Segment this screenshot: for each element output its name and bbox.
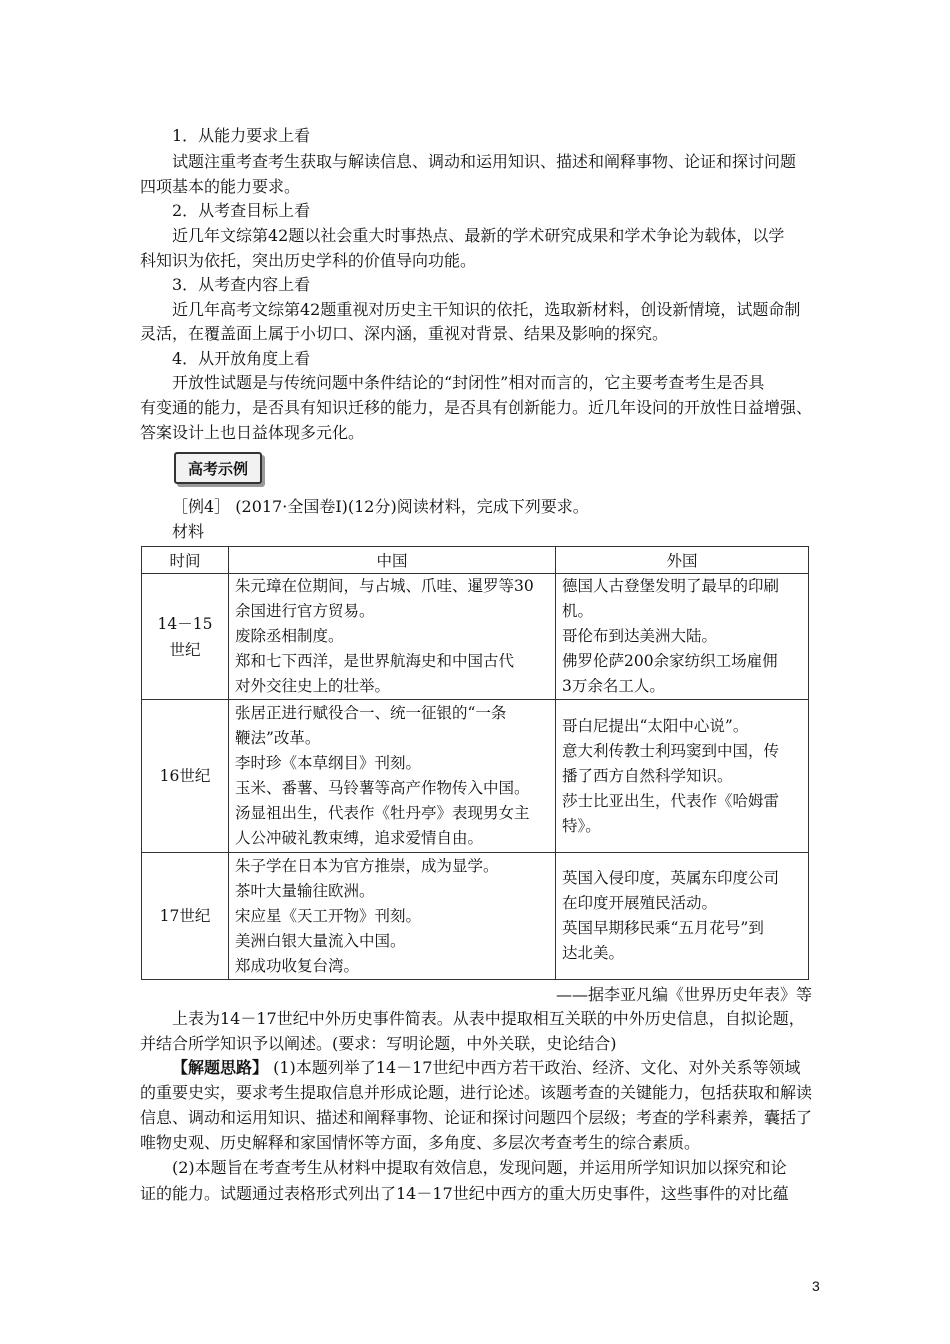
analysis-line4: 唯物史观、历史解释和家国情怀等方面，多角度、多层次考查考生的综合素质。	[140, 1133, 701, 1152]
analysis-label: 【解题思路】	[172, 1058, 269, 1077]
foreign-events-cell: 英国入侵印度，英属东印度公司 在印度开展殖民活动。 英国早期移民乘“五月花号”到 达北美。	[556, 853, 809, 980]
table-source: ——据李亚凡编《世界历史年表》等	[555, 985, 812, 1004]
china-events-cell: 朱子学在日本为官方推崇，成为显学。 茶叶大量输往欧洲。 宋应星《天工开物》刊刻。 美洲白银大量流入中国。 郑成功收复台湾。	[229, 853, 556, 980]
foreign-events-cell: 哥白尼提出“太阳中心说”。 意大利传教士利玛窦到中国，传 播了西方自然科学知识。 莎士比亚出生，代表作《哈姆雷 特》。	[556, 700, 809, 853]
table-row	[142, 700, 809, 853]
paragraph-ability-line2: 四项基本的能力要求。	[140, 177, 301, 196]
material-label: 材料	[172, 522, 205, 541]
paragraph-content-line1: 近几年高考文综第42题重视对历史主干知识的依托，选取新材料，创设新情境，试题命制	[172, 300, 801, 319]
china-events-cell: 朱元璋在位期间，与占城、爪哇、暹罗等30 余国进行官方贸易。 废除丞相制度。 郑和七下西洋，是世界航海史和中国古代 对外交往史上的壮举。	[229, 574, 556, 700]
paragraph-target-line2: 科知识为依托，突出历史学科的价值导向功能。	[140, 251, 477, 270]
analysis-first-text: (1)本题列举了14－17世纪中西方若干政治、经济、文化、对外关系等领域	[268, 1058, 801, 1077]
period-cell: 17世纪	[142, 853, 229, 980]
paragraph-content-line2: 灵活，在覆盖面上属于小切口、深内涵，重视对背景、结果及影响的探究。	[140, 324, 669, 343]
period-cell: 16世纪	[142, 700, 229, 853]
question-line1: 上表为14－17世纪中外历史事件简表。从表中提取相互关联的中外历史信息，自拟论题，	[172, 1009, 805, 1028]
heading-openness: 4．从开放角度上看	[172, 349, 311, 368]
table-header-row	[142, 547, 809, 574]
table-row	[142, 853, 809, 980]
analysis-line5: (2)本题旨在考查考生从材料中提取有效信息，发现问题，并运用所学知识加以探究和论	[172, 1158, 787, 1177]
question-line2: 并结合所学知识予以阐述。(要求：写明论题，中外关联，史论结合)	[140, 1034, 617, 1053]
analysis-line1	[172, 1055, 862, 1081]
foreign-events-cell: 德国人古登堡发明了最早的印刷 机。 哥伦布到达美洲大陆。 佛罗伦萨200余家纺织工场雇佣 3万余名工人。	[556, 574, 809, 700]
paragraph-target-line1: 近几年文综第42题以社会重大时事热点、最新的学术研究成果和学术争论为载体，以学	[172, 226, 785, 245]
heading-target: 2．从考查目标上看	[172, 201, 311, 220]
example-title: ［例4］ (2017·全国卷Ⅰ)(12分)阅读材料，完成下列要求。	[172, 497, 589, 516]
history-events-table	[141, 546, 809, 980]
paragraph-openness-line3: 答案设计上也日益体现多元化。	[140, 423, 365, 442]
page-number: 3	[812, 1278, 820, 1294]
paragraph-ability-line1: 试题注重考查考生获取与解读信息、调动和运用知识、描述和阐释事物、论证和探讨问题	[172, 152, 797, 171]
heading-ability: 1．从能力要求上看	[172, 126, 311, 145]
header-china: 中国	[229, 547, 556, 574]
table-row	[142, 574, 809, 700]
period-cell: 14－15 世纪	[142, 574, 229, 700]
paragraph-openness-line1: 开放性试题是与传统问题中条件结论的“封闭性”相对而言的，它主要考查考生是否具	[172, 373, 765, 392]
header-foreign: 外国	[556, 547, 809, 574]
header-time: 时间	[142, 547, 229, 574]
analysis-line3: 信息、调动和运用知识、描述和阐释事物、论证和探讨问题四个层级；考查的学科素养，囊括了	[140, 1108, 813, 1127]
paragraph-openness-line2: 有变通的能力，是否具有知识迁移的能力，是否具有创新能力。近几年设问的开放性日益增强、	[140, 398, 813, 417]
exam-example-badge: 高考示例	[174, 452, 262, 484]
china-events-cell: 张居正进行赋役合一、统一征银的“一条 鞭法”改革。 李时珍《本草纲目》刊刻。 玉米、番薯、马铃薯等高产作物传入中国。 汤显祖出生，代表作《牡丹亭》表现男女主 人公冲破礼教束缚，追求爱情自由。	[229, 700, 556, 853]
heading-content: 3．从考查内容上看	[172, 275, 311, 294]
analysis-line6: 证的能力。试题通过表格形式列出了14－17世纪中西方的重大历史事件，这些事件的对比蕴	[140, 1184, 789, 1203]
analysis-line2: 的重要史实，要求考生提取信息并形成论题，进行论述。该题考查的关键能力，包括获取和解读	[140, 1083, 813, 1102]
